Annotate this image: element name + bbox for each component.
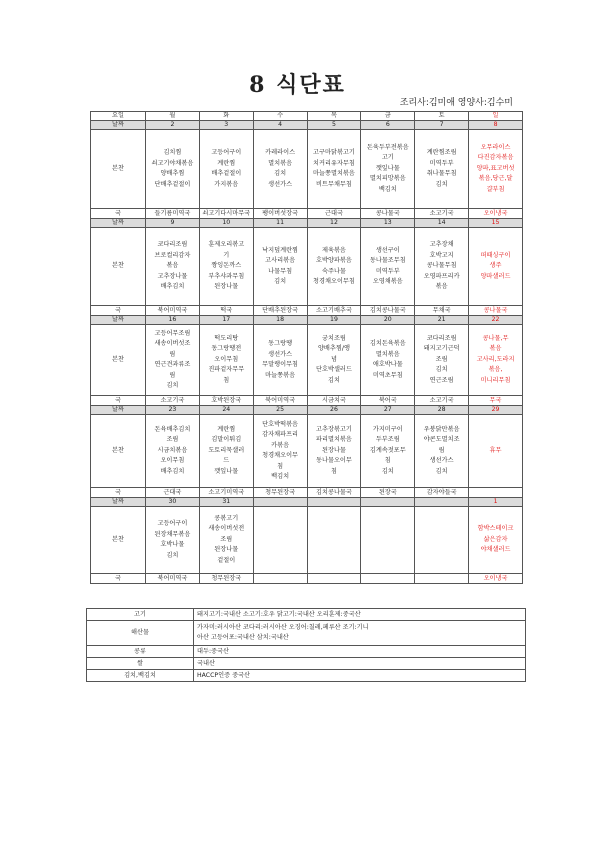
soup-cell: 호박된장국	[199, 396, 253, 406]
main-dish-cell: 생선구이 동나물조무침 미역두부 오영채볶음	[361, 228, 415, 306]
origin-value: 국내산	[194, 658, 526, 670]
date-cell: 12	[307, 219, 361, 228]
date-row	[91, 219, 523, 228]
main-dish-cell: 가지미구이 두부조림 김계속젓포무 침 김치	[361, 415, 415, 488]
main-dish-cell	[361, 507, 415, 574]
soup-cell: 근대국	[146, 488, 200, 498]
origin-category: 쌀	[87, 658, 194, 670]
staff-names: 조리사:김미애 영양사:김수미	[399, 98, 513, 108]
origin-category: 해산물	[87, 621, 194, 646]
origin-row	[87, 609, 526, 621]
main-dish-cell: 고구마닭볶고기 치커리유자무침 마늘쫑멸치볶음 비트무채무침	[307, 130, 361, 209]
date-cell: 21	[415, 316, 469, 325]
soup-cell: 감자야들국	[415, 488, 469, 498]
date-row	[91, 498, 523, 507]
origin-value: HACCP인증 중국산	[194, 670, 526, 682]
soup-cell: 북어미역국	[253, 396, 307, 406]
main-dish-label: 본찬	[91, 228, 146, 306]
main-dish-cell: 동그랑땡 생선가스 무말랭이무침 마늘쫑볶음	[253, 325, 307, 396]
main-dish-cell: 고추장볶고기 파리멸치볶음 된장나물 동나물오이무 침	[307, 415, 361, 488]
weekday-cell: 일	[469, 112, 523, 121]
soup-label: 국	[91, 574, 146, 584]
date-cell: 11	[253, 219, 307, 228]
origin-table	[86, 608, 526, 682]
date-cell: 24	[199, 406, 253, 415]
main-dish-cell: 단호박떡볶음 감자채파프리 카볶음 청경채오이무 침 백김치	[253, 415, 307, 488]
soup-cell: 소고기국	[415, 209, 469, 219]
origin-row	[87, 670, 526, 682]
soup-cell: 오이냉국	[469, 574, 523, 584]
date-cell: 30	[146, 498, 200, 507]
main-dish-row	[91, 325, 523, 396]
soup-label: 국	[91, 396, 146, 406]
date-cell: 2	[146, 121, 200, 130]
main-dish-cell	[307, 507, 361, 574]
weekday-label: 요일	[91, 112, 146, 121]
main-dish-cell: 휴무	[469, 415, 523, 488]
soup-row	[91, 306, 523, 316]
date-cell: 22	[469, 316, 523, 325]
main-dish-cell: 오무라이스 다진감자볶음 양파,표고버섯 볶음,당근,달 걀부침	[469, 130, 523, 209]
main-dish-cell: 우붕닭만볶음 야콘도멸치조 림 생선가스 김치	[415, 415, 469, 488]
soup-cell: 무국	[469, 396, 523, 406]
soup-cell: 소고기배추국	[307, 306, 361, 316]
main-dish-cell	[253, 507, 307, 574]
menu-table	[90, 111, 523, 584]
main-dish-cell: 떠때싱구이 생주 양파샐러드	[469, 228, 523, 306]
date-cell: 29	[469, 406, 523, 415]
date-cell: 14	[415, 219, 469, 228]
soup-cell: 청무된장국	[253, 488, 307, 498]
origin-value: 가자미:러시아산 코다리:러시아산 오징어:칠레,페루산 조기:기니 아산 고등어포:국내산 삼치:국내산	[194, 621, 526, 646]
soup-cell: 시금치국	[307, 396, 361, 406]
main-dish-cell: 코다리조림 브로컬리감자 볶음 고추장나물 배추김치	[146, 228, 200, 306]
date-cell: 9	[146, 219, 200, 228]
main-dish-cell: 김치돈육볶음 멸치볶음 애호박나물 미역초무침	[361, 325, 415, 396]
date-label: 날짜	[91, 498, 146, 507]
soup-cell: 소고기국	[415, 396, 469, 406]
date-cell: 8	[469, 121, 523, 130]
soup-cell: 단배추된장국	[253, 306, 307, 316]
main-dish-cell: 궁치조림 양배추찜/앵 념 단호박샐러드 김치	[307, 325, 361, 396]
soup-cell: 근대국	[307, 209, 361, 219]
soup-cell	[307, 574, 361, 584]
main-dish-cell: 고등어구이 된장채무볶음 호박나물 김치	[146, 507, 200, 574]
date-cell: 6	[361, 121, 415, 130]
main-dish-cell: 훈제오리볶고 기 짱잉돈까스 부추샤과무침 된장나물	[199, 228, 253, 306]
main-dish-cell: 돈육두부전볶음 고기 깻잎나물 멸치피망볶음 백김치	[361, 130, 415, 209]
soup-row	[91, 574, 523, 584]
date-cell: 17	[199, 316, 253, 325]
date-cell: 16	[146, 316, 200, 325]
main-dish-cell: 콩나물,무 볶음 고사리,도라지 볶음, 미니리무침	[469, 325, 523, 396]
origin-value: 대두:중국산	[194, 646, 526, 658]
date-cell: 15	[469, 219, 523, 228]
origin-category: 김치,백김치	[87, 670, 194, 682]
origin-category: 콩류	[87, 646, 194, 658]
weekday-header-row	[91, 112, 523, 121]
main-dish-cell: 고추장채 호박고지 콩나물무침 오영파프리카 볶음	[415, 228, 469, 306]
main-dish-cell: 제육볶음 호박양파볶음 숙주나물 청경채오이무침	[307, 228, 361, 306]
main-dish-label: 본찬	[91, 415, 146, 488]
soup-cell: 북어미역국	[146, 574, 200, 584]
soup-cell: 된장국	[361, 488, 415, 498]
main-dish-row	[91, 507, 523, 574]
main-dish-cell: 함박스테이크 삶은감자 야채샐러드	[469, 507, 523, 574]
date-cell: 13	[361, 219, 415, 228]
date-label: 날짜	[91, 406, 146, 415]
soup-cell: 들기름미역국	[146, 209, 200, 219]
date-cell: 5	[307, 121, 361, 130]
soup-label: 국	[91, 306, 146, 316]
soup-cell: 쇠고기다시마무국	[199, 209, 253, 219]
date-row	[91, 406, 523, 415]
weekday-cell: 금	[361, 112, 415, 121]
date-cell	[361, 498, 415, 507]
page-title: 8 식단표	[249, 72, 346, 98]
soup-cell	[253, 574, 307, 584]
main-dish-label: 본찬	[91, 130, 146, 209]
date-cell: 1	[469, 498, 523, 507]
soup-cell: 북어미역국	[146, 306, 200, 316]
origin-row	[87, 621, 526, 646]
soup-cell: 청무된장국	[199, 574, 253, 584]
main-dish-cell: 고등어구이 계란찜 배추겉절이 가지볶음	[199, 130, 253, 209]
soup-cell: 팽이버섯장국	[253, 209, 307, 219]
soup-cell	[415, 574, 469, 584]
date-label: 날짜	[91, 219, 146, 228]
weekday-cell: 월	[146, 112, 200, 121]
main-dish-cell	[415, 507, 469, 574]
date-cell: 25	[253, 406, 307, 415]
weekday-cell: 수	[253, 112, 307, 121]
origin-category: 고기	[87, 609, 194, 621]
soup-row	[91, 396, 523, 406]
date-cell: 3	[199, 121, 253, 130]
origin-value: 돼지고기:국내산 소고기:호우 닭고기:국내산 오리훈제:중국산	[194, 609, 526, 621]
main-dish-cell: 계란찜조림 미역두부 취나물무침 김치	[415, 130, 469, 209]
soup-cell: 소고기미역국	[199, 488, 253, 498]
date-cell: 10	[199, 219, 253, 228]
date-cell: 7	[415, 121, 469, 130]
date-cell	[253, 498, 307, 507]
soup-cell: 무채국	[415, 306, 469, 316]
main-dish-cell: 돈육배추김치 조림 시금치볶음 오이무침 배추김치	[146, 415, 200, 488]
main-dish-cell: 김치찜 쇠고기야채볶음 양배추찜 단배추겉절이	[146, 130, 200, 209]
soup-label: 국	[91, 209, 146, 219]
weekday-cell: 토	[415, 112, 469, 121]
soup-label: 국	[91, 488, 146, 498]
origin-row	[87, 658, 526, 670]
date-row	[91, 121, 523, 130]
date-cell: 19	[307, 316, 361, 325]
date-label: 날짜	[91, 121, 146, 130]
weekday-cell: 화	[199, 112, 253, 121]
main-dish-cell: 낙지덮계란찜 고사리볶음 나물무침 김치	[253, 228, 307, 306]
main-dish-label: 본찬	[91, 325, 146, 396]
date-cell	[415, 498, 469, 507]
date-cell: 4	[253, 121, 307, 130]
weekday-cell: 목	[307, 112, 361, 121]
main-dish-cell: 떡도리탕 동그랑땡전 오이무침 진파겉자무무 침	[199, 325, 253, 396]
main-dish-row	[91, 228, 523, 306]
soup-cell	[469, 488, 523, 498]
date-cell: 28	[415, 406, 469, 415]
main-dish-label: 본찬	[91, 507, 146, 574]
main-dish-cell: 콩볶고기 새송이버섯전 조림 된장나물 겉절이	[199, 507, 253, 574]
soup-cell: 북어국	[361, 396, 415, 406]
main-dish-cell: 고등어무조림 새송이버섯조 림 연근견과류조 림 김치	[146, 325, 200, 396]
date-label: 날짜	[91, 316, 146, 325]
origin-row	[87, 646, 526, 658]
date-row	[91, 316, 523, 325]
date-cell: 20	[361, 316, 415, 325]
soup-row	[91, 488, 523, 498]
main-dish-cell: 코다리조림 돼지고기근덕 조림 김치 연근조림	[415, 325, 469, 396]
soup-cell: 김치콩나물국	[307, 488, 361, 498]
soup-cell: 콩나물국	[361, 209, 415, 219]
soup-cell: 소고기국	[146, 396, 200, 406]
soup-cell: 콩나물국	[469, 306, 523, 316]
soup-cell: 떡국	[199, 306, 253, 316]
date-cell: 27	[361, 406, 415, 415]
date-cell: 18	[253, 316, 307, 325]
soup-row	[91, 209, 523, 219]
date-cell	[307, 498, 361, 507]
date-cell: 31	[199, 498, 253, 507]
soup-cell	[361, 574, 415, 584]
main-dish-cell: 계란찜 김말이튀김 도토리묵샐러 드 깻잎나물	[199, 415, 253, 488]
soup-cell: 오이냉국	[469, 209, 523, 219]
main-dish-row	[91, 130, 523, 209]
main-dish-cell: 카레라이스 멸치볶음 김치 생선가스	[253, 130, 307, 209]
main-dish-row	[91, 415, 523, 488]
soup-cell: 김치콩나물국	[361, 306, 415, 316]
date-cell: 26	[307, 406, 361, 415]
date-cell: 23	[146, 406, 200, 415]
